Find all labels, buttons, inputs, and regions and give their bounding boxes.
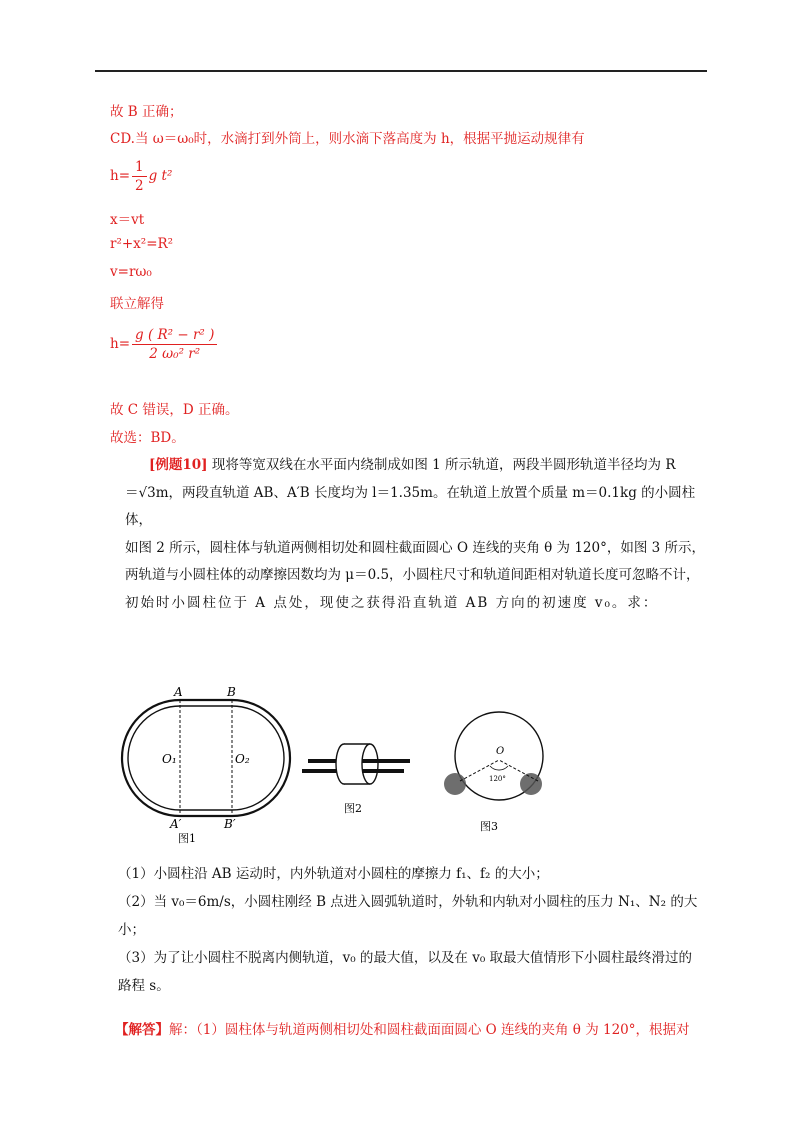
figure-1-track [122, 685, 290, 845]
figures-panel [110, 680, 580, 850]
example-line-5: 初始时小圆柱位于 A 点处，现使之获得沿直轨道 AB 方向的初速度 v₀。求： [125, 594, 659, 611]
label-B: B [227, 685, 236, 699]
label-O: O [496, 746, 505, 757]
question-3-line-1: （3）为了让小圆柱不脱离内侧轨道，v₀ 的最大值，以及在 v₀ 取最大值情形下小圆柱最终滑过的 [118, 950, 693, 966]
fraction-denominator: 2 [135, 178, 144, 194]
example-line-4: 两轨道与小圆柱体的动摩擦因数均为 μ＝0.5，小圆柱尺寸和轨道间距相对轨道长度可忽略不计， [125, 567, 700, 583]
track-inner [128, 706, 284, 810]
question-1: （1）小圆柱沿 AB 运动时，内外轨道对小圆柱的摩擦力 f₁、f₂ 的大小； [118, 866, 549, 882]
question-3-line-2: 路程 s。 [118, 978, 170, 994]
example-line-3: 如图 2 所示，圆柱体与轨道两侧相切处和圆柱截面圆心 O 连线的夹角 θ 为 120°，如图 3 所示， [125, 539, 706, 556]
angle-label: 120° [489, 775, 506, 783]
question-2-line-2: 小； [118, 922, 145, 938]
label-O1: O₁ [162, 752, 177, 766]
question-2-line-1: （2）当 v₀＝6m/s，小圆柱刚经 B 点进入圆弧轨道时，外轨和内轨对小圆柱的压力 N₁、N₂ 的大 [118, 894, 698, 910]
solution-b-correct: 故 B 正确； [110, 104, 183, 120]
example-problem [125, 452, 711, 617]
figure-1-label: 图1 [178, 832, 196, 845]
solution-combine: 联立解得 [110, 296, 164, 312]
equation-h2-prefix: h= [110, 336, 131, 352]
answer-text: 解：（1）圆柱体与轨道两侧相切处和圆柱截面面圆心 O 连线的夹角 θ 为 120°，根据对 [169, 1022, 690, 1038]
equation-v: v=rω₀ [110, 264, 152, 280]
figure-2-label: 图2 [344, 802, 362, 815]
fraction-h-result [132, 326, 217, 363]
equation-x-vt: x＝vt [110, 212, 145, 228]
equation-h-result [110, 326, 219, 363]
equation-h-prefix: h= [110, 168, 131, 184]
equation-h-half-gt2 [110, 158, 172, 195]
example-line-2: ＝√3m，两段直轨道 AB、A′B 长度均为 l＝1.35m。在轨道上放置个质量 m＝0.1kg 的小圆柱体， [125, 484, 696, 528]
label-A: A [174, 685, 183, 699]
fraction-h-denominator: 2 ω₀² r² [149, 346, 201, 362]
figure-3-section [444, 712, 543, 833]
example-tag: [例题10] [149, 457, 208, 473]
figure-2-cylinder [302, 744, 410, 815]
header-rule [95, 70, 707, 72]
cylinder-right-face [362, 744, 378, 784]
fraction-numerator: 1 [132, 158, 147, 177]
questions [118, 860, 710, 1000]
label-B-prime: B′ [224, 817, 236, 831]
solution-choice: 故选：BD。 [110, 430, 185, 446]
answer-line [115, 1018, 690, 1038]
equation-h-tail: g t² [148, 168, 173, 184]
figure-3-label: 图3 [480, 820, 498, 833]
rail-dot-left [444, 773, 466, 795]
solution-c-wrong: 故 C 错误，D 正确。 [110, 402, 239, 418]
fraction-one-half [132, 158, 147, 195]
label-A-prime: A′ [170, 817, 182, 831]
solution-cd-intro: CD.当 ω＝ω₀时，水滴打到外筒上，则水滴下落高度为 h，根据平抛运动规律有 [110, 131, 585, 147]
fraction-h-numerator: g ( R² − r² ) [132, 326, 217, 345]
equation-circle: r²+x²=R² [110, 236, 174, 252]
answer-label: 【解答】 [115, 1022, 169, 1038]
example-line-1 [125, 452, 711, 480]
example-text-1: 现将等宽双线在水平面内绕制成如图 1 所示轨道，两段半圆形轨道半径均为 R [207, 457, 676, 473]
rail-dot-right [520, 773, 542, 795]
label-O2: O₂ [235, 752, 250, 766]
